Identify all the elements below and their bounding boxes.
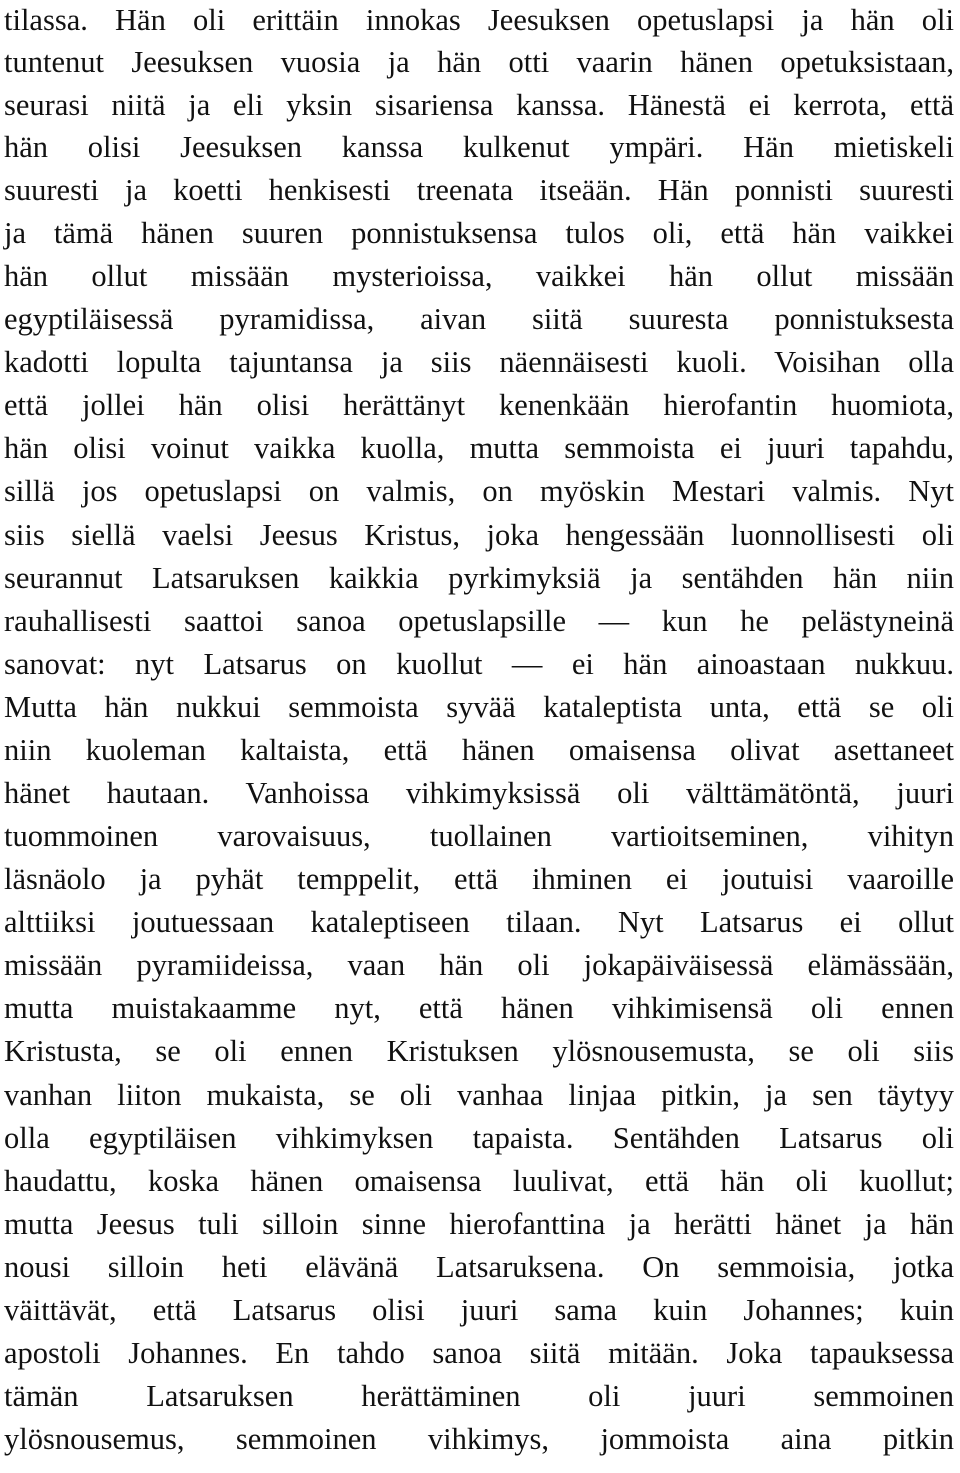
- text-line: sanovat: nyt Latsarus on kuollut — ei hän ainoastaan nukkuu.: [4, 647, 954, 681]
- text-line: tuntenut Jeesuksen vuosia ja hän otti vaarin hänen opetuksistaan,: [4, 45, 954, 79]
- text-line: tilassa. Hän oli erittäin innokas Jeesuksen opetuslapsi ja hän oli: [4, 3, 954, 37]
- text-line: seurannut Latsaruksen kaikkia pyrkimyksiä ja sentähden hän niin: [4, 561, 954, 595]
- text-line: väittävät, että Latsarus olisi juuri sama kuin Johannes; kuin: [4, 1293, 954, 1327]
- text-line: mutta muistakaamme nyt, että hänen vihkimisensä oli ennen: [4, 991, 954, 1025]
- text-line: hänet hautaan. Vanhoissa vihkimyksissä oli välttämätöntä, juuri: [4, 776, 954, 810]
- text-line: hän olisi Jeesuksen kanssa kulkenut ympäri. Hän mietiskeli: [4, 130, 954, 164]
- text-line: haudattu, koska hänen omaisensa luulivat, että hän oli kuollut;: [4, 1164, 954, 1198]
- text-line: vanhan liiton mukaista, se oli vanhaa linjaa pitkin, ja sen täytyy: [4, 1078, 954, 1112]
- text-line: seurasi niitä ja eli yksin sisariensa kanssa. Hänestä ei kerrota, että: [4, 88, 954, 122]
- text-line: niin kuoleman kaltaista, että hänen omaisensa olivat asettaneet: [4, 733, 954, 767]
- text-line: olla egyptiläisen vihkimyksen tapaista. Sentähden Latsarus oli: [4, 1121, 954, 1155]
- text-line: tuommoinen varovaisuus, tuollainen vartioitseminen, vihityn: [4, 819, 954, 853]
- text-line: sillä jos opetuslapsi on valmis, on myöskin Mestari valmis. Nyt: [4, 474, 954, 508]
- text-line: ylösnousemus, semmoinen vihkimys, jommoista aina pitkin: [4, 1422, 954, 1456]
- text-line: mutta Jeesus tuli silloin sinne hierofanttina ja herätti hänet ja hän: [4, 1207, 954, 1241]
- text-line: kadotti lopulta tajuntansa ja siis näennäisesti kuoli. Voisihan olla: [4, 345, 954, 379]
- text-line: rauhallisesti saattoi sanoa opetuslapsille — kun he pelästyneinä: [4, 604, 954, 638]
- text-line: läsnäolo ja pyhät temppelit, että ihminen ei joutuisi vaaroille: [4, 862, 954, 896]
- text-line: missään pyramiideissa, vaan hän oli jokapäiväisessä elämässään,: [4, 948, 954, 982]
- text-line: siis siellä vaelsi Jeesus Kristus, joka hengessään luonnollisesti oli: [4, 518, 954, 552]
- text-line: egyptiläisessä pyramidissa, aivan siitä suuresta ponnistuksesta: [4, 302, 954, 336]
- text-line: alttiiksi joutuessaan kataleptiseen tilaan. Nyt Latsarus ei ollut: [4, 905, 954, 939]
- text-line: suuresti ja koetti henkisesti treenata itseään. Hän ponnisti suuresti: [4, 173, 954, 207]
- text-line: hän olisi voinut vaikka kuolla, mutta semmoista ei juuri tapahdu,: [4, 431, 954, 465]
- text-line: tämän Latsaruksen herättäminen oli juuri semmoinen: [4, 1379, 954, 1413]
- text-line: nousi silloin heti elävänä Latsaruksena. On semmoisia, jotka: [4, 1250, 954, 1284]
- text-line: Kristusta, se oli ennen Kristuksen ylösnousemusta, se oli siis: [4, 1034, 954, 1068]
- text-line: apostoli Johannes. En tahdo sanoa siitä mitään. Joka tapauksessa: [4, 1336, 954, 1370]
- text-line: Mutta hän nukkui semmoista syvää kataleptista unta, että se oli: [4, 690, 954, 724]
- text-line: hän ollut missään mysterioissa, vaikkei hän ollut missään: [4, 259, 954, 293]
- text-line: ja tämä hänen suuren ponnistuksensa tulos oli, että hän vaikkei: [4, 216, 954, 250]
- text-line: että jollei hän olisi herättänyt kenenkään hierofantin huomiota,: [4, 388, 954, 422]
